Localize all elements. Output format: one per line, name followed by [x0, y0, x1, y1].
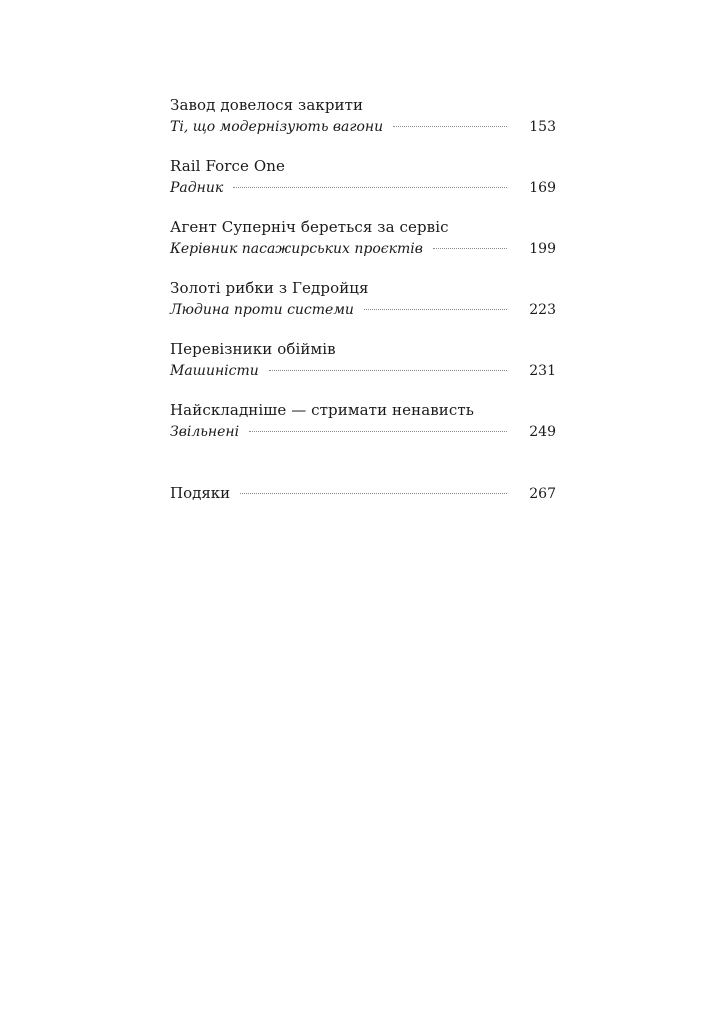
toc-line [170, 482, 556, 505]
chapter-title: Rail Force One [170, 157, 286, 175]
toc-line [170, 299, 556, 321]
dot-leader [393, 126, 507, 127]
toc-entry[interactable] [170, 94, 556, 138]
chapter-title: Перевізники обіймів [170, 340, 336, 358]
chapter-title: Найскладніше — стримати ненависть [170, 401, 475, 419]
acknowledgements-title: Подяки [170, 484, 231, 502]
page-number: 249 [529, 424, 556, 440]
dot-leader [433, 248, 507, 249]
chapter-subtitle: Керівник пасажирських проєктів [170, 241, 423, 257]
toc-line [170, 177, 556, 199]
toc-line [170, 238, 556, 260]
toc-entry[interactable] [170, 155, 556, 199]
dot-leader [240, 493, 507, 494]
table-of-contents [170, 94, 556, 522]
dot-leader [233, 187, 507, 188]
chapter-subtitle: Людина проти системи [170, 302, 354, 318]
chapter-subtitle: Машиністи [170, 363, 259, 379]
toc-entry[interactable] [170, 399, 556, 443]
toc-line [170, 421, 556, 443]
page-number: 267 [529, 486, 556, 502]
toc-line [170, 116, 556, 138]
dot-leader [249, 431, 507, 432]
chapter-subtitle: Звільнені [170, 424, 240, 440]
toc-entry[interactable] [170, 338, 556, 382]
chapter-subtitle: Ті, що модернізують вагони [170, 119, 384, 135]
page-number: 223 [529, 302, 556, 318]
chapter-title: Агент Суперніч береться за сервіс [170, 218, 449, 236]
dot-leader [364, 309, 507, 310]
toc-entry[interactable] [170, 277, 556, 321]
chapter-subtitle: Радник [170, 180, 224, 196]
chapter-title: Завод довелося закрити [170, 96, 364, 114]
page-number: 153 [529, 119, 556, 135]
page-number: 169 [529, 180, 556, 196]
toc-entry-acknowledgements[interactable] [170, 482, 556, 505]
page-number: 199 [529, 241, 556, 257]
toc-entry[interactable] [170, 216, 556, 260]
page-number: 231 [529, 363, 556, 379]
dot-leader [269, 370, 507, 371]
chapter-title: Золоті рибки з Гедройця [170, 279, 369, 297]
toc-line [170, 360, 556, 382]
